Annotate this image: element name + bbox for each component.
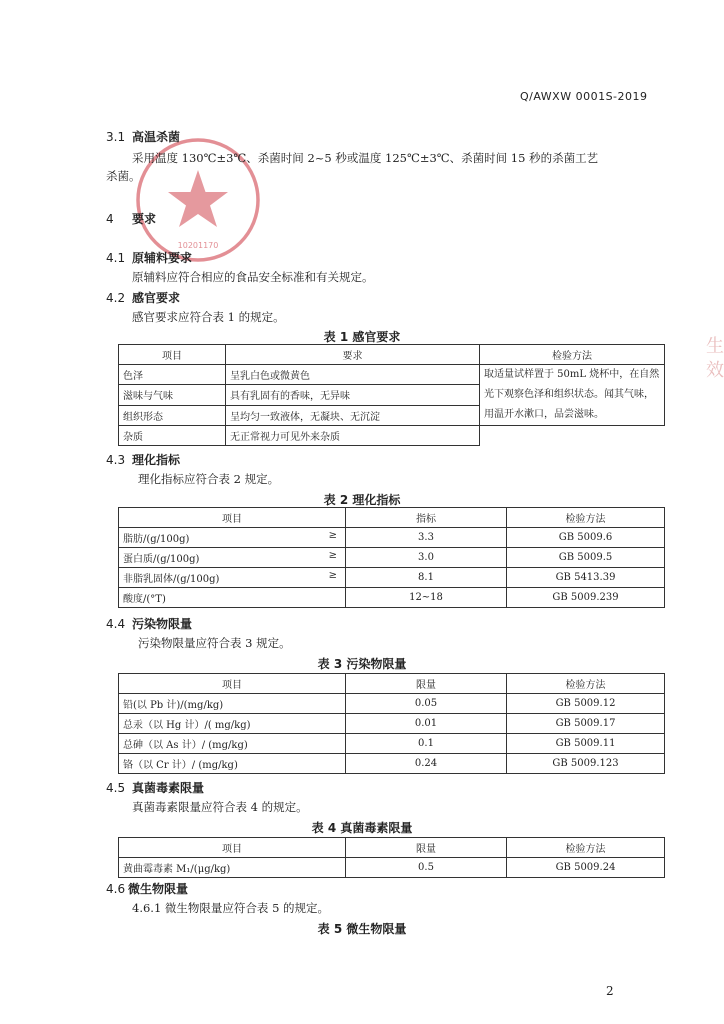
table-row	[119, 694, 665, 714]
section-4-heading: 4 要求	[106, 212, 157, 226]
table-cell-method: GB 5009.5	[507, 548, 665, 568]
section-3-1-text-cont: 杀菌。	[106, 169, 141, 183]
table-row	[119, 568, 665, 588]
table-1-caption: 表 1 感官要求	[323, 330, 401, 344]
table-cell-value: 12~18	[346, 588, 507, 608]
table-cell-method: GB 5009.6	[507, 528, 665, 548]
table-header-cell: 要求	[226, 345, 480, 365]
table-cell-item: 黄曲霉毒素 M₁/(μg/kg)	[119, 858, 346, 878]
section-4-3-heading: 4.3 理化指标	[106, 453, 181, 467]
table-cell-value: 3.3	[346, 528, 507, 548]
table-row	[119, 734, 665, 754]
table-4-mycotoxins	[118, 837, 665, 878]
table-row	[119, 548, 665, 568]
table-header-row	[119, 345, 665, 365]
section-4-1-text: 原辅料应符合相应的食品安全标准和有关规定。	[132, 270, 374, 284]
table-cell-item: 杂质	[119, 426, 226, 446]
table-cell-method: GB 5413.39	[507, 568, 665, 588]
table-1-sensory	[118, 344, 665, 446]
table-row	[119, 858, 665, 878]
table-cell-value: 0.01	[346, 714, 507, 734]
table-cell-value: 0.1	[346, 734, 507, 754]
table-header-cell: 检验方法	[480, 345, 665, 365]
table-2-physicochemical	[118, 507, 665, 608]
table-header-cell: 项目	[119, 345, 226, 365]
table-cell-item: 铅(以 Pb 计)/(mg/kg)	[119, 694, 346, 714]
table-cell-method: GB 5009.239	[507, 588, 665, 608]
table-header-row	[119, 838, 665, 858]
section-4-3-text: 理化指标应符合表 2 规定。	[138, 472, 280, 486]
table-cell-item: 组织形态	[119, 405, 226, 425]
table-cell-item: 滋味与气味	[119, 385, 226, 405]
table-cell-value: 0.5	[346, 858, 507, 878]
page-number: 2	[606, 984, 614, 998]
table-cell-value: 3.0	[346, 548, 507, 568]
table-row	[119, 754, 665, 774]
table-header-cell: 检验方法	[507, 838, 665, 858]
table-cell-requirement: 无正常视力可见外来杂质	[226, 426, 480, 446]
table-header-cell: 限量	[346, 838, 507, 858]
section-4-6-1-text: 4.6.1 微生物限量应符合表 5 的规定。	[132, 901, 330, 915]
table-3-caption: 表 3 污染物限量	[317, 657, 407, 671]
section-4-5-text: 真菌毒素限量应符合表 4 的规定。	[132, 800, 308, 814]
table-cell-item: 色泽	[119, 365, 226, 385]
table-cell-item: 铬（以 Cr 计）/ (mg/kg)	[119, 754, 346, 774]
table-header-row	[119, 508, 665, 528]
table-row	[119, 426, 665, 446]
table-cell-value: 0.05	[346, 694, 507, 714]
svg-text:10201170: 10201170	[177, 241, 219, 250]
table-cell-value: 8.1	[346, 568, 507, 588]
table-cell-empty	[480, 426, 665, 446]
table-cell-requirement: 呈乳白色或微黄色	[226, 365, 480, 385]
table-cell-method: GB 5009.123	[507, 754, 665, 774]
table-header-cell: 指标	[346, 508, 507, 528]
table-5-caption: 表 5 微生物限量	[317, 922, 407, 936]
section-4-2-text: 感官要求应符合表 1 的规定。	[132, 310, 285, 324]
table-cell-item: 总汞（以 Hg 计）/( mg/kg)	[119, 714, 346, 734]
table-cell-item: 脂肪/(g/100g) ≥	[119, 528, 346, 548]
table-4-caption: 表 4 真菌毒素限量	[311, 821, 413, 835]
section-3-1-text: 采用温度 130℃±3℃、杀菌时间 2~5 秒或温度 125℃±3℃、杀菌时间 15 秒的杀菌工艺	[132, 151, 599, 165]
table-cell-value: 0.24	[346, 754, 507, 774]
table-header-cell: 限量	[346, 674, 507, 694]
section-4-4-heading: 4.4 污染物限量	[106, 617, 193, 631]
table-row	[119, 714, 665, 734]
table-cell-method: GB 5009.24	[507, 858, 665, 878]
section-4-2-heading: 4.2 感官要求	[106, 291, 181, 305]
table-cell-requirement: 具有乳固有的香味，无异味	[226, 385, 480, 405]
table-row	[119, 365, 665, 385]
table-cell-method: GB 5009.17	[507, 714, 665, 734]
side-edge-mark: 生效	[706, 336, 724, 381]
table-row	[119, 528, 665, 548]
table-header-cell: 项目	[119, 838, 346, 858]
table-header-row	[119, 674, 665, 694]
table-2-caption: 表 2 理化指标	[323, 493, 401, 507]
table-3-contaminants	[118, 673, 665, 774]
table-cell-item: 非脂乳固体/(g/100g) ≥	[119, 568, 346, 588]
table-header-cell: 项目	[119, 508, 346, 528]
table-row	[119, 588, 665, 608]
table-cell-method: GB 5009.11	[507, 734, 665, 754]
table-header-cell: 检验方法	[507, 674, 665, 694]
table-cell-item: 酸度/(°T)	[119, 588, 346, 608]
section-4-4-text: 污染物限量应符合表 3 规定。	[138, 636, 291, 650]
section-4-6-heading: 4.6 微生物限量	[106, 882, 189, 896]
section-4-1-heading: 4.1 原辅料要求	[106, 251, 193, 265]
document-code: Q/AWXW 0001S-2019	[520, 90, 648, 103]
table-header-cell: 检验方法	[507, 508, 665, 528]
table-cell-item: 蛋白质/(g/100g) ≥	[119, 548, 346, 568]
table-cell-item: 总砷（以 As 计）/ (mg/kg)	[119, 734, 346, 754]
section-3-1-heading: 3.1 高温杀菌	[106, 130, 181, 144]
table-cell-requirement: 呈均匀一致液体，无凝块、无沉淀	[226, 405, 480, 425]
table-header-cell: 项目	[119, 674, 346, 694]
section-4-5-heading: 4.5 真菌毒素限量	[106, 781, 205, 795]
table-cell-method: GB 5009.12	[507, 694, 665, 714]
table-cell-method: 取适量试样置于 50mL 烧杯中，在自然光下观察色泽和组织状态。闻其气味，用温开水漱口，品尝滋味。	[480, 365, 665, 426]
